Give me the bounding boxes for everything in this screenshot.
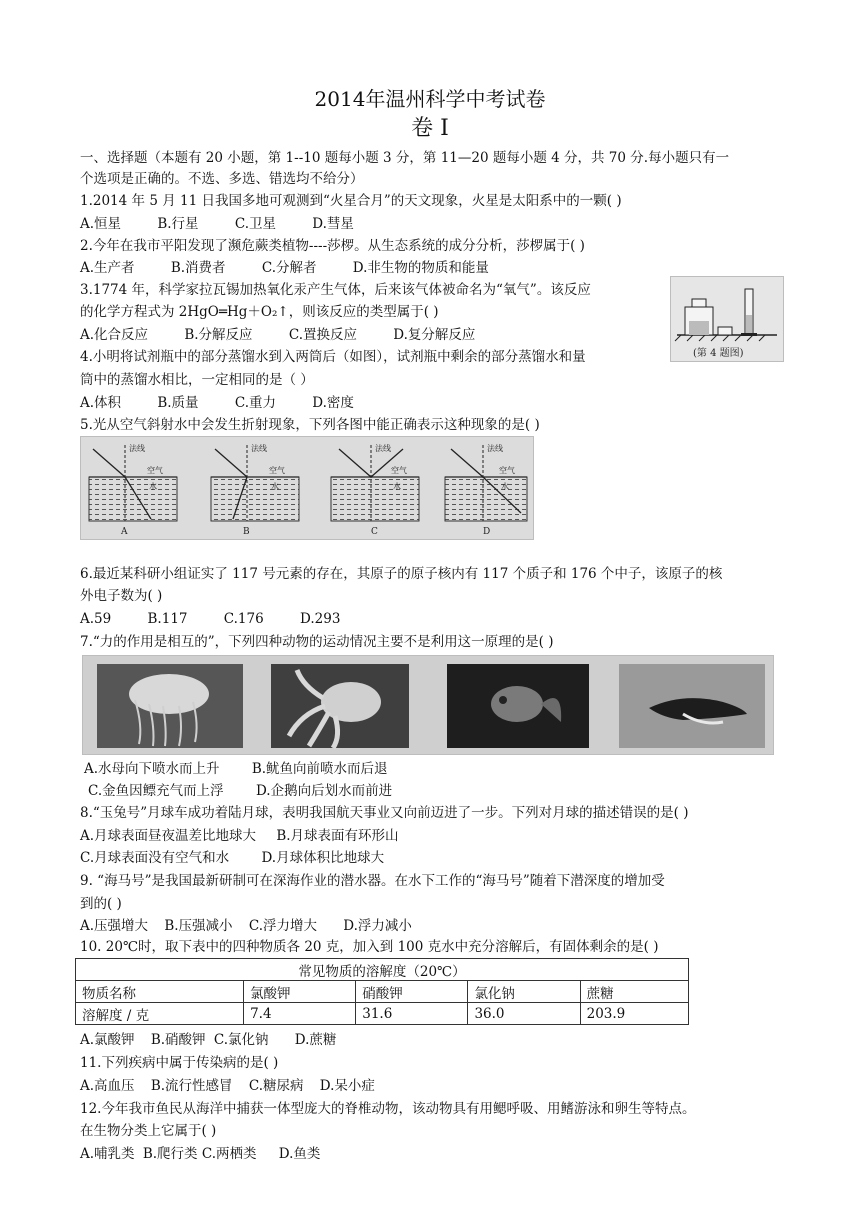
table-cell: 氯化钠 <box>468 981 580 1003</box>
question-1-options <box>80 214 386 234</box>
table-cell: 36.0 <box>468 1003 580 1025</box>
water-label-b: 水 <box>271 482 279 491</box>
option-c[interactable]: C.金鱼因鳔充气而上浮 <box>88 783 224 799</box>
option-d[interactable]: D.浮力减小 <box>343 918 412 934</box>
option-a[interactable]: A.59 <box>80 611 112 627</box>
figure-caption: (第 4 题图) <box>693 348 744 359</box>
option-c[interactable]: C.浮力增大 <box>248 918 317 934</box>
option-b[interactable]: B.117 <box>147 611 188 627</box>
option-d[interactable]: D.企鹅向后划水而前进 <box>255 783 393 799</box>
page-subtitle: 卷 I <box>411 116 449 141</box>
option-b[interactable]: B.压强减小 <box>164 918 233 934</box>
squid-photo[interactable] <box>271 664 409 748</box>
goldfish-photo[interactable] <box>447 664 589 748</box>
panel-label-b: B <box>243 527 250 537</box>
option-a[interactable]: A.月球表面昼夜温差比地球大 <box>80 828 257 844</box>
question-4-line-1: 4.小明将试剂瓶中的部分蒸馏水到入两筒后（如图），试剂瓶中剩余的部分蒸馏水和量 <box>80 349 586 365</box>
question-10-options <box>80 1030 336 1050</box>
question-6-options <box>80 609 372 629</box>
air-label-d: 空气 <box>499 466 515 475</box>
solubility-table <box>75 958 689 1025</box>
normal-label-c: 法线 <box>375 444 391 453</box>
question-5: 5.光从空气斜射水中会发生折射现象，下列各图中能正确表示这种现象的是( ) <box>80 417 540 433</box>
option-b[interactable]: B.消费者 <box>170 260 226 276</box>
option-a[interactable]: A.恒星 <box>80 216 122 232</box>
option-b[interactable]: B.行星 <box>157 216 199 232</box>
question-3-line-1: 3.1774 年，科学家拉瓦锡加热氧化汞产生气体，后来该气体被命名为“氧气”。该反应 <box>80 282 591 298</box>
panel-label-c: C <box>371 527 378 537</box>
panel-label-d: D <box>483 527 491 537</box>
figure-animals <box>82 655 774 755</box>
water-label-d: 水 <box>501 482 509 491</box>
option-a[interactable]: A.氯酸钾 <box>80 1032 135 1048</box>
option-c[interactable]: C.置换反应 <box>288 327 357 343</box>
option-a[interactable]: A.化合反应 <box>80 327 149 343</box>
option-d[interactable]: D.彗星 <box>312 216 354 232</box>
question-3-line-2: 的化学方程式为 2HgO═Hg＋O₂↑，则该反应的类型属于( ) <box>80 304 439 320</box>
option-c[interactable]: C.月球表面没有空气和水 <box>80 850 230 866</box>
panel-d[interactable] <box>445 445 527 521</box>
option-d[interactable]: D.复分解反应 <box>393 327 476 343</box>
option-d[interactable]: D.非生物的物质和能量 <box>352 260 489 276</box>
refraction-panels <box>81 437 533 539</box>
option-b[interactable]: B.月球表面有环形山 <box>276 828 399 844</box>
option-d[interactable]: D.呆小症 <box>319 1078 375 1094</box>
air-label-c: 空气 <box>391 466 407 475</box>
question-12-line-2: 在生物分类上它属于( ) <box>80 1123 217 1139</box>
option-d[interactable]: D.月球体积比地球大 <box>261 850 385 866</box>
table-cell: 203.9 <box>580 1003 688 1025</box>
instructions-line-2: 个选项是正确的。不选、多选、错选均不给分） <box>80 171 364 187</box>
panel-b[interactable] <box>211 445 299 521</box>
question-11-options <box>80 1076 375 1096</box>
water-label-a: 水 <box>149 482 157 491</box>
table-cell: 31.6 <box>356 1003 468 1025</box>
option-b[interactable]: B.硝酸钾 <box>150 1032 206 1048</box>
table-row <box>76 981 689 1003</box>
normal-label-b: 法线 <box>251 444 267 453</box>
table-cell: 氯酸钾 <box>244 981 356 1003</box>
question-4-line-2: 筒中的蒸馏水相比，一定相同的是（ ） <box>80 372 314 388</box>
panel-a[interactable] <box>89 445 177 521</box>
panel-label-a: A <box>121 527 128 537</box>
question-6-line-1: 6.最近某科研小组证实了 117 号元素的存在，其原子的原子核内有 117 个质子和 176 个中子，该原子的核 <box>80 566 723 582</box>
option-a[interactable]: A.生产者 <box>80 260 135 276</box>
option-a[interactable]: A.哺乳类 <box>80 1146 135 1162</box>
air-label-a: 空气 <box>147 466 163 475</box>
question-8: 8.“玉兔号”月球车成功着陆月球，表明我国航天事业又向前迈进了一步。下列对月球的描述错误的是( ) <box>80 805 689 821</box>
question-9-line-2: 到的( ) <box>80 896 122 912</box>
instructions-line-1: 一、选择题（本题有 20 小题，第 1--10 题每小题 3 分，第 11—20 题每小题 4 分，共 70 分.每小题只有一 <box>80 150 730 166</box>
jellyfish-photo[interactable] <box>97 664 243 748</box>
question-12-line-1: 12.今年我市鱼民从海洋中捕获一体型庞大的脊椎动物，该动物具有用鳃呼吸、用鳍游泳和卵生等特点。 <box>80 1101 696 1117</box>
option-c[interactable]: C.卫星 <box>234 216 276 232</box>
option-d[interactable]: D.密度 <box>312 395 354 411</box>
normal-label-a: 法线 <box>129 444 145 453</box>
question-9-line-1: 9. “海马号”是我国最新研制可在深海作业的潜水器。在水下工作的“海马号”随着下潜深度的增加受 <box>80 873 665 889</box>
table-cell: 硝酸钾 <box>356 981 468 1003</box>
question-12-options <box>80 1144 320 1164</box>
option-a[interactable]: A.体积 <box>80 395 122 411</box>
option-b[interactable]: B.分解反应 <box>184 327 253 343</box>
question-7-options-row-2 <box>88 781 392 801</box>
air-label-b: 空气 <box>269 466 285 475</box>
option-d[interactable]: D.鱼类 <box>278 1146 321 1162</box>
option-c[interactable]: C.糖尿病 <box>248 1078 304 1094</box>
question-4-options <box>80 393 386 413</box>
option-c[interactable]: C.氯化钠 <box>213 1032 269 1048</box>
figure-bottle-cylinder <box>670 276 784 362</box>
question-1: 1.2014 年 5 月 11 日我国多地可观测到“火星合月”的天文现象，火星是太阳系中的一颗( ) <box>80 193 622 209</box>
question-10: 10. 20℃时，取下表中的四种物质各 20 克，加入到 100 克水中充分溶解后，有固体剩余的是( ) <box>80 939 659 955</box>
panel-c[interactable] <box>331 445 419 521</box>
question-3-options <box>80 325 507 345</box>
option-b[interactable]: B.爬行类 <box>142 1146 198 1162</box>
table-title: 常见物质的溶解度（20℃） <box>76 959 689 981</box>
option-b[interactable]: B.质量 <box>157 395 199 411</box>
table-title-row <box>76 959 689 981</box>
option-c[interactable]: C.两栖类 <box>201 1146 257 1162</box>
question-8-options-row-2 <box>80 848 384 868</box>
figure-refraction <box>80 436 534 540</box>
option-d[interactable]: D.293 <box>300 611 341 627</box>
option-a[interactable]: A.压强增大 <box>80 918 149 934</box>
table-row <box>76 1003 689 1025</box>
water-label-c: 水 <box>393 482 401 491</box>
option-a[interactable]: A.水母向下喷水而上升 <box>84 761 220 777</box>
normal-label-d: 法线 <box>487 444 503 453</box>
option-c[interactable]: C.重力 <box>234 395 276 411</box>
penguin-photo[interactable] <box>619 664 765 748</box>
question-2-options <box>80 258 521 278</box>
table-cell: 溶解度 / 克 <box>76 1003 244 1025</box>
option-c[interactable]: C.176 <box>223 611 264 627</box>
question-11: 11.下列疾病中属于传染病的是( ) <box>80 1055 279 1071</box>
option-c[interactable]: C.分解者 <box>261 260 317 276</box>
page-title: 2014年温州科学中考试卷 <box>314 87 546 111</box>
question-7: 7.“力的作用是相互的”，下列四种动物的运动情况主要不是利用这一原理的是( ) <box>80 634 554 650</box>
option-d[interactable]: D.蔗糖 <box>294 1032 337 1048</box>
question-6-line-2: 外电子数为( ) <box>80 588 163 604</box>
option-b[interactable]: B.流行性感冒 <box>150 1078 233 1094</box>
table-cell: 物质名称 <box>76 981 244 1003</box>
animals-drawing <box>83 656 773 754</box>
table-cell: 蔗糖 <box>580 981 688 1003</box>
option-a[interactable]: A.高血压 <box>80 1078 135 1094</box>
question-7-options-row-1 <box>84 759 388 779</box>
table-cell: 7.4 <box>244 1003 356 1025</box>
question-9-options <box>80 916 412 936</box>
option-b[interactable]: B.鱿鱼向前喷水而后退 <box>251 761 388 777</box>
question-8-options-row-1 <box>80 826 399 846</box>
question-2: 2.今年在我市平阳发现了濒危蕨类植物----莎椤。从生态系统的成分分析，莎椤属于( ) <box>80 238 585 254</box>
